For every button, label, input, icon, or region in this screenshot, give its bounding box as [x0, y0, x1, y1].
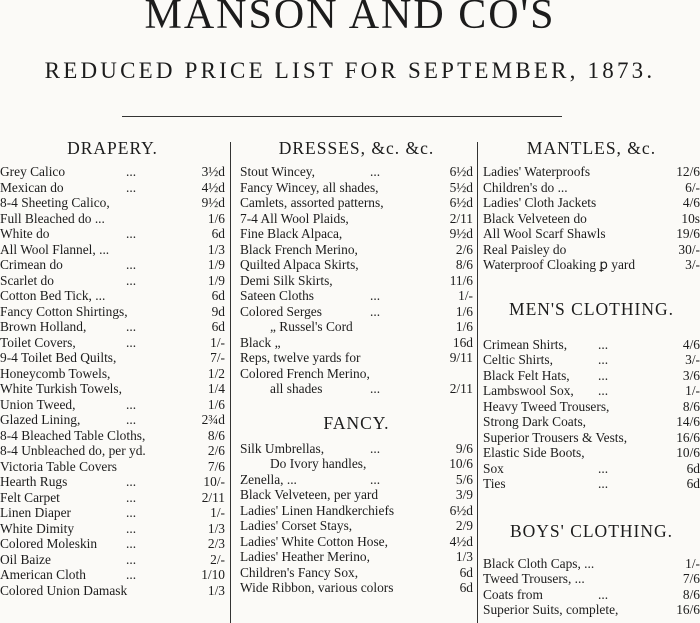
item-name: Black Velveteen do — [483, 210, 587, 226]
item-name: Crimean Shirts, — [483, 336, 568, 352]
price-row — [483, 195, 700, 211]
price-row — [483, 445, 700, 461]
item-name: Children's do ... — [483, 179, 568, 195]
price-row — [483, 461, 700, 477]
price-row — [240, 366, 473, 382]
price-row — [240, 381, 473, 397]
item-name: Glazed Lining, — [0, 412, 81, 427]
item-price: 8/6 — [682, 586, 700, 602]
price-row — [483, 556, 700, 572]
price-row — [0, 521, 225, 537]
item-price: 1/- — [210, 334, 225, 350]
leader-dots: ... — [370, 381, 381, 396]
price-row — [0, 583, 225, 599]
item-price: 5/6 — [455, 471, 473, 487]
drapery-heading: DRAPERY. — [67, 138, 158, 158]
price-row — [0, 257, 225, 273]
item-price: 16d — [452, 334, 473, 350]
price-row — [483, 164, 700, 180]
leader-dots: ... — [598, 460, 609, 476]
item-name: Fancy Wincey, all shades, — [240, 179, 379, 195]
leader-dots: ... — [598, 586, 609, 602]
price-row — [483, 587, 700, 603]
item-name: Camlets, assorted patterns, — [240, 195, 384, 210]
item-price: 7/- — [210, 350, 225, 365]
item-name: Black Cloth Caps, ... — [483, 555, 595, 571]
item-price: 10/- — [203, 474, 225, 489]
item-price: 1/3 — [455, 549, 473, 564]
price-row — [483, 383, 700, 399]
item-name: Silk Umbrellas, — [240, 440, 325, 456]
item-name: Ladies' Waterproofs — [483, 164, 591, 179]
item-price: 16/6 — [676, 602, 700, 617]
item-name: Ladies' Corset Stays, — [240, 518, 353, 533]
item-price: 3/- — [685, 257, 700, 272]
item-price: 1/6 — [207, 396, 225, 412]
price-row — [240, 503, 473, 519]
price-row — [0, 412, 225, 428]
item-name: Reps, twelve yards for — [240, 350, 361, 365]
item-name: 8-4 Unbleached do, per yd. — [0, 443, 146, 458]
leader-dots: ... — [126, 505, 137, 520]
price-row — [0, 242, 225, 258]
leader-dots: ... — [598, 352, 609, 367]
item-name: Full Bleached do ... — [0, 210, 105, 226]
price-row — [483, 352, 700, 368]
item-name: White do — [0, 226, 50, 241]
price-row — [0, 381, 225, 397]
item-name: Waterproof Cloaking ꝑ yard — [483, 257, 636, 272]
item-price: 7/6 — [207, 458, 225, 474]
price-row — [240, 565, 473, 581]
leader-dots: ... — [126, 179, 137, 195]
item-price: 2/3 — [207, 536, 225, 551]
item-price: 4/6 — [682, 336, 700, 352]
item-price: 9d — [211, 303, 225, 319]
price-row — [483, 602, 700, 618]
item-name: Grey Calico — [0, 164, 66, 179]
price-row — [0, 552, 225, 568]
leader-dots: ... — [598, 383, 609, 398]
dresses-heading: DRESSES, &c. &c. — [278, 138, 435, 158]
item-price: 2/6 — [455, 241, 473, 257]
item-price: 6d — [459, 580, 473, 595]
item-name: all shades — [270, 381, 323, 396]
price-row — [483, 571, 700, 587]
item-name: Sateen Cloths — [240, 288, 315, 303]
price-row — [0, 195, 225, 211]
item-name: Linen Diaper — [0, 505, 72, 520]
price-row — [240, 288, 473, 304]
leader-dots: ... — [126, 164, 137, 179]
price-row — [240, 211, 473, 227]
price-row — [0, 459, 225, 475]
price-row — [0, 505, 225, 521]
item-name: All Wool Scarf Shawls — [483, 226, 606, 241]
item-price: 2/11 — [201, 489, 225, 505]
price-row — [0, 474, 225, 490]
fancy-list — [240, 441, 473, 596]
item-price: 16/6 — [676, 429, 700, 445]
mens-list — [483, 337, 700, 492]
price-row — [0, 335, 225, 351]
dresses-column — [240, 136, 473, 596]
dresses-list — [240, 164, 473, 397]
price-row — [483, 368, 700, 384]
price-row — [240, 242, 473, 258]
price-row — [240, 257, 473, 273]
item-price: 3/9 — [455, 487, 473, 502]
drapery-list — [0, 164, 225, 598]
price-row — [0, 273, 225, 289]
item-name: Tweed Trousers, ... — [483, 571, 585, 586]
price-row — [483, 337, 700, 353]
item-price: 6d — [686, 460, 700, 476]
item-name: Fine Black Alpaca, — [240, 226, 343, 241]
leader-dots: ... — [370, 303, 381, 319]
item-price: 1/- — [458, 288, 473, 303]
item-name: Coats from — [483, 586, 543, 602]
leader-dots: ... — [370, 164, 381, 179]
item-price: 1/4 — [207, 381, 225, 396]
item-name: Toilet Covers, — [0, 334, 76, 350]
leader-dots: ... — [126, 257, 137, 272]
item-price: 4/6 — [682, 195, 700, 210]
leader-dots: ... — [126, 272, 137, 288]
item-name: Ladies' Cloth Jackets — [483, 195, 597, 210]
item-price: 2¾d — [201, 412, 225, 427]
item-price: 6d — [211, 319, 225, 334]
price-row — [0, 304, 225, 320]
item-name: Union Tweed, — [0, 396, 76, 412]
item-name: Strong Dark Coats, — [483, 414, 587, 429]
item-name: American Cloth — [0, 567, 86, 582]
price-row — [240, 319, 473, 335]
item-name: 7-4 All Wool Plaids, — [240, 210, 349, 226]
leader-dots: ... — [598, 336, 609, 352]
item-name: Sox — [483, 460, 504, 476]
price-row — [0, 490, 225, 506]
item-price: 1/6 — [207, 210, 225, 226]
price-row — [240, 226, 473, 242]
leader-dots: ... — [126, 396, 137, 412]
item-name: Cotton Bed Tick, ... — [0, 288, 106, 303]
leader-dots: ... — [598, 476, 609, 491]
leader-dots: ... — [370, 440, 381, 456]
item-price: 10s — [681, 210, 700, 226]
item-name: Oil Baize — [0, 551, 51, 567]
item-name: 9-4 Toilet Bed Quilts, — [0, 350, 117, 365]
item-name: Brown Holland, — [0, 319, 87, 334]
item-price: 3½d — [201, 164, 225, 179]
item-name: Do Ivory handles, — [270, 456, 367, 471]
item-price: 6½d — [449, 502, 473, 518]
boys-heading: BOYS' CLOTHING. — [509, 520, 673, 541]
item-price: 1/10 — [201, 567, 225, 582]
item-price: 2/6 — [207, 443, 225, 458]
price-row — [0, 288, 225, 304]
item-name: Mexican do — [0, 179, 64, 195]
item-name: Scarlet do — [0, 272, 54, 288]
price-row — [0, 180, 225, 196]
item-price: 1/3 — [207, 582, 225, 598]
column-divider-2 — [477, 142, 478, 623]
item-name: Lambswool Sox, — [483, 383, 574, 398]
price-row — [0, 567, 225, 583]
item-price: 1/- — [685, 383, 700, 398]
price-row — [240, 441, 473, 457]
item-price: 4½d — [201, 179, 225, 195]
item-price: 1/9 — [207, 257, 225, 272]
price-row — [240, 472, 473, 488]
mantles-list — [483, 164, 700, 273]
leader-dots: ... — [126, 412, 137, 427]
item-price: 14/6 — [676, 414, 700, 429]
item-name: Colored Union Damask — [0, 582, 128, 598]
item-price: 1/- — [210, 505, 225, 520]
drapery-column — [0, 136, 225, 598]
price-row — [483, 242, 700, 258]
title: MANSON AND CO'S — [144, 0, 556, 38]
item-price: 8/6 — [207, 427, 225, 443]
item-price: 1/6 — [455, 303, 473, 319]
price-row — [0, 443, 225, 459]
item-name: Crimean do — [0, 257, 63, 272]
price-row — [240, 456, 473, 472]
mens-heading: MEN'S CLOTHING. — [509, 298, 674, 319]
mantles-heading: MANTLES, &c. — [526, 138, 657, 158]
price-row — [240, 580, 473, 596]
item-price: 19/6 — [676, 226, 700, 241]
item-price: 5½d — [449, 179, 473, 195]
item-name: Black „ — [240, 334, 281, 350]
price-row — [240, 487, 473, 503]
item-price: 2/- — [210, 551, 225, 567]
price-row — [0, 211, 225, 227]
item-price: 8/6 — [455, 257, 473, 272]
item-name: Zenella, ... — [240, 471, 297, 487]
item-name: Hearth Rugs — [0, 474, 68, 489]
price-row — [240, 164, 473, 180]
leader-dots: ... — [370, 471, 381, 487]
subtitle: REDUCED PRICE LIST FOR SEPTEMBER, 1873. — [44, 58, 656, 83]
item-name: „ Russel's Cord — [270, 319, 353, 334]
price-row — [483, 211, 700, 227]
price-row — [240, 549, 473, 565]
price-row — [483, 430, 700, 446]
price-row — [240, 350, 473, 366]
price-row — [240, 195, 473, 211]
price-row — [0, 319, 225, 335]
price-row — [0, 366, 225, 382]
item-price: 6d — [211, 226, 225, 241]
price-row — [240, 534, 473, 550]
leader-dots: ... — [370, 288, 381, 303]
item-name: White Turkish Towels, — [0, 381, 122, 396]
item-price: 10/6 — [676, 445, 700, 460]
item-name: Ladies' Heather Merino, — [240, 549, 370, 564]
item-name: Ties — [483, 476, 506, 491]
item-price: 6d — [686, 476, 700, 491]
fancy-heading: FANCY. — [323, 412, 390, 433]
item-price: 6/- — [685, 179, 700, 195]
item-name: 8-4 Bleached Table Cloths, — [0, 427, 146, 443]
item-name: White Dimity — [0, 520, 75, 536]
leader-dots: ... — [126, 226, 137, 241]
leader-dots: ... — [126, 551, 137, 567]
leader-dots: ... — [126, 536, 137, 551]
price-row — [240, 180, 473, 196]
leader-dots: ... — [126, 489, 137, 505]
item-name: Ladies' White Cotton Hose, — [240, 533, 388, 549]
item-name: Real Paisley do — [483, 241, 567, 257]
price-row — [483, 226, 700, 242]
item-name: Colored French Merino, — [240, 365, 370, 381]
leader-dots: ... — [126, 474, 137, 489]
item-price: 9/6 — [455, 440, 473, 456]
leader-dots: ... — [126, 319, 137, 334]
item-name: 8-4 Sheeting Calico, — [0, 195, 110, 210]
price-row — [483, 476, 700, 492]
price-row — [483, 414, 700, 430]
leader-dots: ... — [126, 567, 137, 582]
item-name: Elastic Side Boots, — [483, 445, 585, 460]
item-name: Colored Moleskin — [0, 536, 98, 551]
item-name: Victoria Table Covers — [0, 458, 118, 474]
item-name: Children's Fancy Sox, — [240, 564, 359, 580]
item-price: 2/11 — [449, 381, 473, 396]
item-name: Celtic Shirts, — [483, 352, 553, 367]
item-price: 1/- — [685, 555, 700, 571]
item-name: Ladies' Linen Handkerchiefs — [240, 502, 395, 518]
item-price: 4½d — [449, 533, 473, 549]
item-price: 7/6 — [682, 571, 700, 586]
item-price: 6d — [211, 288, 225, 303]
item-name: All Wool Flannel, ... — [0, 241, 110, 257]
item-price: 3/- — [685, 352, 700, 367]
item-name: Stout Wincey, — [240, 164, 315, 179]
item-price: 6d — [459, 564, 473, 580]
item-price: 10/6 — [449, 456, 473, 471]
item-price: 9/11 — [449, 350, 473, 365]
price-row — [240, 304, 473, 320]
price-row — [0, 164, 225, 180]
leader-dots: ... — [126, 334, 137, 350]
item-name: Honeycomb Towels, — [0, 365, 111, 381]
price-row — [0, 226, 225, 242]
price-row — [240, 518, 473, 534]
item-price: 8/6 — [682, 398, 700, 414]
item-name: Black French Merino, — [240, 241, 358, 257]
item-price: 6½d — [449, 164, 473, 179]
price-row — [240, 273, 473, 289]
item-name: Felt Carpet — [0, 489, 60, 505]
price-row — [0, 428, 225, 444]
item-name: Fancy Cotton Shirtings, — [0, 303, 128, 319]
item-price: 1/3 — [207, 241, 225, 257]
item-name: Superior Trousers & Vests, — [483, 429, 628, 445]
item-price: 11/6 — [449, 272, 473, 288]
leader-dots: ... — [598, 367, 609, 383]
item-price: 12/6 — [676, 164, 700, 179]
item-price: 1/9 — [207, 272, 225, 288]
item-name: Black Velveteen, per yard — [240, 487, 379, 502]
column-divider-1 — [230, 142, 231, 623]
item-name: Superior Suits, complete, — [483, 602, 619, 617]
leader-dots: ... — [126, 520, 137, 536]
clothing-column — [483, 136, 700, 618]
item-price: 9½d — [449, 226, 473, 241]
item-price: 2/11 — [449, 210, 473, 226]
price-row — [483, 257, 700, 273]
item-name: Black Felt Hats, — [483, 367, 570, 383]
item-price: 9½d — [201, 195, 225, 210]
item-price: 1/2 — [207, 365, 225, 381]
price-row — [0, 350, 225, 366]
boys-list — [483, 556, 700, 618]
price-row — [0, 536, 225, 552]
item-price: 30/- — [678, 241, 700, 257]
price-row — [0, 397, 225, 413]
price-row — [240, 335, 473, 351]
item-price: 1/3 — [207, 520, 225, 536]
price-row — [483, 180, 700, 196]
item-name: Wide Ribbon, various colors — [240, 580, 394, 595]
item-price: 3/6 — [682, 367, 700, 383]
item-name: Quilted Alpaca Skirts, — [240, 257, 359, 272]
item-name: Demi Silk Skirts, — [240, 272, 333, 288]
item-price: 2/9 — [455, 518, 473, 533]
item-price: 6½d — [449, 195, 473, 210]
item-name: Heavy Tweed Trousers, — [483, 398, 610, 414]
divider-rule — [122, 116, 562, 117]
item-name: Colored Serges — [240, 303, 322, 319]
price-row — [483, 399, 700, 415]
item-price: 1/6 — [455, 319, 473, 334]
